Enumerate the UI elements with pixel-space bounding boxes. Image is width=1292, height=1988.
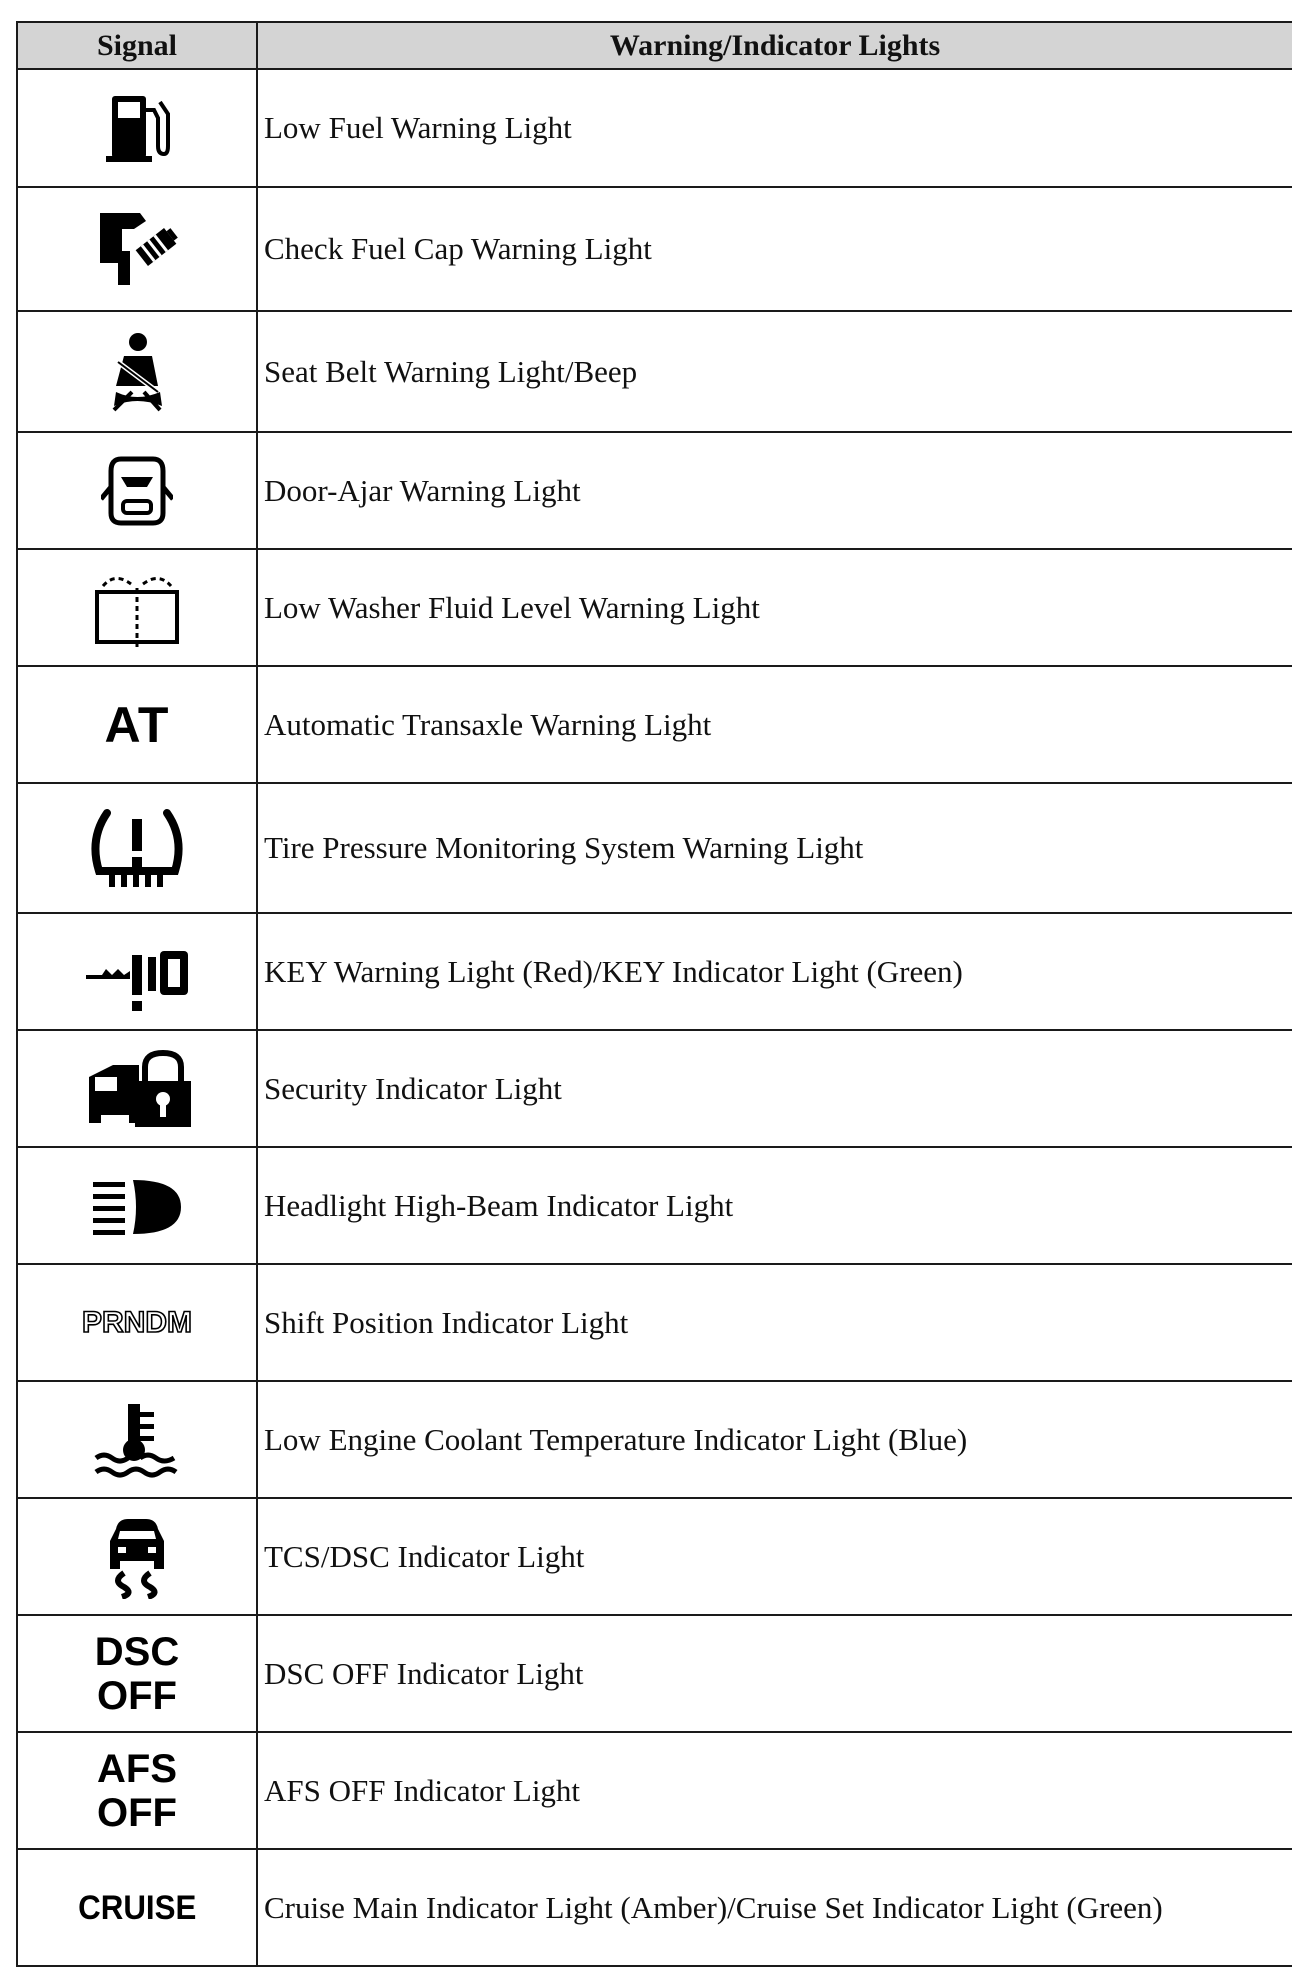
table-row: [17, 1030, 1292, 1147]
description-cell: TCS/DSC Indicator Light: [257, 1498, 1292, 1615]
fuel-cap-icon: [94, 207, 180, 291]
signal-cell: [17, 1147, 257, 1264]
key-icon: [82, 929, 192, 1015]
description-cell: Security Indicator Light: [257, 1030, 1292, 1147]
coolant-temp-icon: [92, 1400, 182, 1480]
cruise-icon: CRUISE: [77, 1888, 197, 1927]
tcs-dsc-icon: [102, 1515, 172, 1599]
description-cell: Tire Pressure Monitoring System Warning Light: [257, 783, 1292, 913]
signal-cell: [17, 311, 257, 432]
table-row: [17, 783, 1292, 913]
table-row: [17, 1732, 1292, 1849]
signal-cell: [17, 549, 257, 666]
table-row: [17, 69, 1292, 187]
afs-off-icon: [97, 1747, 177, 1835]
signal-cell: [17, 783, 257, 913]
description-cell: Shift Position Indicator Light: [257, 1264, 1292, 1381]
description-cell: AFS OFF Indicator Light: [257, 1732, 1292, 1849]
seat-belt-icon: [102, 330, 172, 414]
afs-off-icon-line2: OFF: [97, 1790, 177, 1835]
description-cell: Low Fuel Warning Light: [257, 69, 1292, 187]
description-cell: Cruise Main Indicator Light (Amber)/Cruise Set Indicator Light (Green): [257, 1849, 1292, 1966]
table-row: [17, 1615, 1292, 1732]
warning-lights-table: [16, 21, 1292, 1967]
table-row: [17, 432, 1292, 549]
signal-cell: [17, 666, 257, 783]
description-cell: Door-Ajar Warning Light: [257, 432, 1292, 549]
high-beam-icon: [89, 1176, 185, 1236]
description-cell: Headlight High-Beam Indicator Light: [257, 1147, 1292, 1264]
signal-cell: [17, 1732, 257, 1849]
table-row: [17, 1147, 1292, 1264]
dsc-off-icon: [95, 1630, 179, 1718]
table-row: [17, 311, 1292, 432]
signal-cell: [17, 69, 257, 187]
signal-cell: [17, 1498, 257, 1615]
security-icon: [81, 1047, 193, 1131]
table-row: [17, 1381, 1292, 1498]
at-icon: AT: [104, 696, 170, 753]
signal-cell: [17, 1849, 257, 1966]
description-cell: KEY Warning Light (Red)/KEY Indicator Light (Green): [257, 913, 1292, 1030]
signal-cell: [17, 1030, 257, 1147]
shift-position-icon: PRNDM: [82, 1305, 192, 1339]
description-cell: Low Engine Coolant Temperature Indicator Light (Blue): [257, 1381, 1292, 1498]
description-cell: Automatic Transaxle Warning Light: [257, 666, 1292, 783]
signal-cell: [17, 1264, 257, 1381]
table-row: [17, 1849, 1292, 1966]
dsc-off-icon-line1: DSC: [94, 1629, 180, 1674]
table-header-row: [17, 22, 1292, 69]
description-cell: DSC OFF Indicator Light: [257, 1615, 1292, 1732]
table-row: [17, 666, 1292, 783]
dsc-off-icon-line2: OFF: [97, 1673, 177, 1718]
table-row: [17, 549, 1292, 666]
signal-column-header: Signal: [17, 22, 257, 69]
description-cell: Low Washer Fluid Level Warning Light: [257, 549, 1292, 666]
door-ajar-icon: [101, 453, 173, 529]
afs-off-icon-line1: AFS: [97, 1746, 177, 1791]
signal-cell: [17, 432, 257, 549]
tire-pressure-icon: [85, 805, 189, 891]
description-cell: Seat Belt Warning Light/Beep: [257, 311, 1292, 432]
description-cell: Check Fuel Cap Warning Light: [257, 187, 1292, 311]
table-row: [17, 913, 1292, 1030]
fuel-pump-icon: [102, 90, 172, 166]
signal-cell: [17, 1615, 257, 1732]
signal-cell: [17, 913, 257, 1030]
signal-cell: [17, 1381, 257, 1498]
signal-cell: [17, 187, 257, 311]
table-row: [17, 187, 1292, 311]
table-row: [17, 1498, 1292, 1615]
washer-fluid-icon: [93, 568, 181, 648]
description-column-header: Warning/Indicator Lights: [257, 22, 1292, 69]
table-row: [17, 1264, 1292, 1381]
